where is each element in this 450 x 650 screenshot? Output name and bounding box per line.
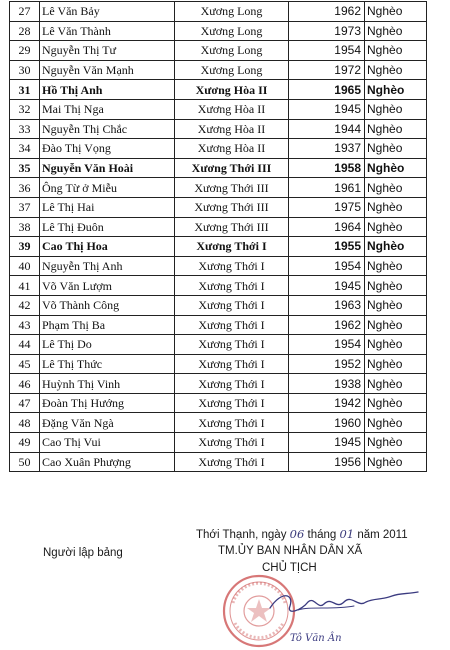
birth-year: 1965 xyxy=(289,80,365,100)
hamlet-name: Xương Thới I xyxy=(175,354,289,374)
person-name: Lê Văn Bảy xyxy=(40,2,175,22)
birth-year: 1964 xyxy=(289,217,365,237)
person-name: Nguyễn Văn Mạnh xyxy=(40,60,175,80)
row-number: 38 xyxy=(10,217,40,237)
person-name: Võ Văn Lượm xyxy=(40,276,175,296)
hamlet-name: Xương Thới I xyxy=(175,237,289,257)
table-row xyxy=(10,158,427,178)
household-status: Nghèo xyxy=(365,335,427,355)
date-month-prefix: tháng xyxy=(307,529,337,541)
hamlet-name: Xương Hòa II xyxy=(175,139,289,159)
birth-year: 1961 xyxy=(289,178,365,198)
hamlet-name: Xương Thới III xyxy=(175,197,289,217)
signer-name: Tô Văn Ân xyxy=(290,633,342,644)
table-row xyxy=(10,276,427,296)
table-row xyxy=(10,41,427,61)
birth-year: 1958 xyxy=(289,158,365,178)
person-name: Lê Thị Thức xyxy=(40,354,175,374)
row-number: 42 xyxy=(10,295,40,315)
household-status: Nghèo xyxy=(365,158,427,178)
row-number: 34 xyxy=(10,139,40,159)
household-status: Nghèo xyxy=(365,413,427,433)
row-number: 27 xyxy=(10,2,40,22)
person-name: Lê Thị Đuôn xyxy=(40,217,175,237)
person-name: Lê Văn Thành xyxy=(40,21,175,41)
date-line xyxy=(196,527,408,541)
birth-year: 1962 xyxy=(289,2,365,22)
table-row xyxy=(10,197,427,217)
table-row xyxy=(10,139,427,159)
table-row xyxy=(10,21,427,41)
birth-year: 1937 xyxy=(289,139,365,159)
row-number: 41 xyxy=(10,276,40,296)
household-status: Nghèo xyxy=(365,315,427,335)
hamlet-name: Xương Long xyxy=(175,21,289,41)
household-status: Nghèo xyxy=(365,21,427,41)
row-number: 50 xyxy=(10,452,40,472)
person-name: Nguyễn Văn Hoài xyxy=(40,158,175,178)
birth-year: 1972 xyxy=(289,60,365,80)
birth-year: 1955 xyxy=(289,237,365,257)
person-name: Ông Từ ở Miễu xyxy=(40,178,175,198)
household-status: Nghèo xyxy=(365,256,427,276)
table-row xyxy=(10,393,427,413)
hamlet-name: Xương Thới I xyxy=(175,335,289,355)
hamlet-name: Xương Thới I xyxy=(175,374,289,394)
person-name: Nguyễn Thị Tư xyxy=(40,41,175,61)
household-status: Nghèo xyxy=(365,393,427,413)
date-month: 01 xyxy=(339,527,355,541)
hamlet-name: Xương Hòa II xyxy=(175,99,289,119)
hamlet-name: Xương Thới I xyxy=(175,256,289,276)
household-status: Nghèo xyxy=(365,139,427,159)
table-row xyxy=(10,80,427,100)
row-number: 43 xyxy=(10,315,40,335)
row-number: 49 xyxy=(10,433,40,453)
table-row xyxy=(10,217,427,237)
row-number: 45 xyxy=(10,354,40,374)
row-number: 44 xyxy=(10,335,40,355)
hamlet-name: Xương Long xyxy=(175,41,289,61)
birth-year: 1938 xyxy=(289,374,365,394)
row-number: 48 xyxy=(10,413,40,433)
preparer-label: Người lập bảng xyxy=(43,547,123,559)
date-prefix: Thới Thạnh, ngày xyxy=(196,529,287,541)
row-number: 47 xyxy=(10,393,40,413)
row-number: 39 xyxy=(10,237,40,257)
hamlet-name: Xương Thới I xyxy=(175,393,289,413)
table-row xyxy=(10,433,427,453)
hamlet-name: Xương Thới I xyxy=(175,433,289,453)
birth-year: 1952 xyxy=(289,354,365,374)
table-row xyxy=(10,237,427,257)
person-name: Hồ Thị Anh xyxy=(40,80,175,100)
row-number: 33 xyxy=(10,119,40,139)
hamlet-name: Xương Thới III xyxy=(175,217,289,237)
hamlet-name: Xương Thới III xyxy=(175,178,289,198)
household-status: Nghèo xyxy=(365,374,427,394)
table-row xyxy=(10,60,427,80)
hamlet-name: Xương Thới I xyxy=(175,315,289,335)
table-row xyxy=(10,335,427,355)
birth-year: 1945 xyxy=(289,99,365,119)
chairman-title: CHỦ TỊCH xyxy=(262,562,317,574)
table-row xyxy=(10,315,427,335)
person-name: Võ Thành Công xyxy=(40,295,175,315)
household-status: Nghèo xyxy=(365,237,427,257)
table-row xyxy=(10,99,427,119)
committee-title: TM.ỦY BAN NHÂN DÂN XÃ xyxy=(218,545,363,557)
hamlet-name: Xương Long xyxy=(175,2,289,22)
row-number: 46 xyxy=(10,374,40,394)
table-row xyxy=(10,2,427,22)
hamlet-name: Xương Thới I xyxy=(175,452,289,472)
row-number: 36 xyxy=(10,178,40,198)
household-status: Nghèo xyxy=(365,41,427,61)
row-number: 29 xyxy=(10,41,40,61)
birth-year: 1973 xyxy=(289,21,365,41)
birth-year: 1944 xyxy=(289,119,365,139)
person-name: Cao Thị Hoa xyxy=(40,237,175,257)
household-status: Nghèo xyxy=(365,217,427,237)
row-number: 40 xyxy=(10,256,40,276)
household-status: Nghèo xyxy=(365,197,427,217)
person-name: Nguyễn Thị Chắc xyxy=(40,119,175,139)
household-status: Nghèo xyxy=(365,60,427,80)
date-year: năm 2011 xyxy=(357,529,408,541)
birth-year: 1956 xyxy=(289,452,365,472)
person-name: Phạm Thị Ba xyxy=(40,315,175,335)
birth-year: 1975 xyxy=(289,197,365,217)
household-status: Nghèo xyxy=(365,452,427,472)
hamlet-name: Xương Thới I xyxy=(175,413,289,433)
household-status: Nghèo xyxy=(365,99,427,119)
table-row xyxy=(10,452,427,472)
person-name: Đào Thị Vọng xyxy=(40,139,175,159)
person-name: Lê Thị Hai xyxy=(40,197,175,217)
household-status: Nghèo xyxy=(365,119,427,139)
row-number: 31 xyxy=(10,80,40,100)
table-row xyxy=(10,354,427,374)
household-status: Nghèo xyxy=(365,276,427,296)
birth-year: 1960 xyxy=(289,413,365,433)
row-number: 37 xyxy=(10,197,40,217)
household-status: Nghèo xyxy=(365,295,427,315)
birth-year: 1962 xyxy=(289,315,365,335)
person-name: Lê Thị Do xyxy=(40,335,175,355)
table-row xyxy=(10,256,427,276)
household-table xyxy=(9,1,427,472)
table-row xyxy=(10,295,427,315)
household-status: Nghèo xyxy=(365,178,427,198)
birth-year: 1954 xyxy=(289,335,365,355)
table-row xyxy=(10,413,427,433)
signature-icon xyxy=(262,580,422,640)
row-number: 30 xyxy=(10,60,40,80)
hamlet-name: Xương Hòa II xyxy=(175,80,289,100)
birth-year: 1954 xyxy=(289,256,365,276)
person-name: Cao Thị Vui xyxy=(40,433,175,453)
household-status: Nghèo xyxy=(365,354,427,374)
date-day: 06 xyxy=(289,527,305,541)
table-row xyxy=(10,178,427,198)
household-status: Nghèo xyxy=(365,80,427,100)
person-name: Nguyễn Thị Anh xyxy=(40,256,175,276)
row-number: 28 xyxy=(10,21,40,41)
hamlet-name: Xương Hòa II xyxy=(175,119,289,139)
table-row xyxy=(10,374,427,394)
person-name: Mai Thị Nga xyxy=(40,99,175,119)
birth-year: 1954 xyxy=(289,41,365,61)
person-name: Cao Xuân Phượng xyxy=(40,452,175,472)
row-number: 35 xyxy=(10,158,40,178)
hamlet-name: Xương Thới I xyxy=(175,295,289,315)
birth-year: 1942 xyxy=(289,393,365,413)
hamlet-name: Xương Long xyxy=(175,60,289,80)
person-name: Đoàn Thị Hướng xyxy=(40,393,175,413)
hamlet-name: Xương Thới I xyxy=(175,276,289,296)
birth-year: 1945 xyxy=(289,276,365,296)
table-body xyxy=(10,2,427,472)
household-status: Nghèo xyxy=(365,2,427,22)
row-number: 32 xyxy=(10,99,40,119)
birth-year: 1963 xyxy=(289,295,365,315)
table-row xyxy=(10,119,427,139)
person-name: Huỳnh Thị Vinh xyxy=(40,374,175,394)
hamlet-name: Xương Thới III xyxy=(175,158,289,178)
household-status: Nghèo xyxy=(365,433,427,453)
birth-year: 1945 xyxy=(289,433,365,453)
person-name: Đặng Văn Ngà xyxy=(40,413,175,433)
